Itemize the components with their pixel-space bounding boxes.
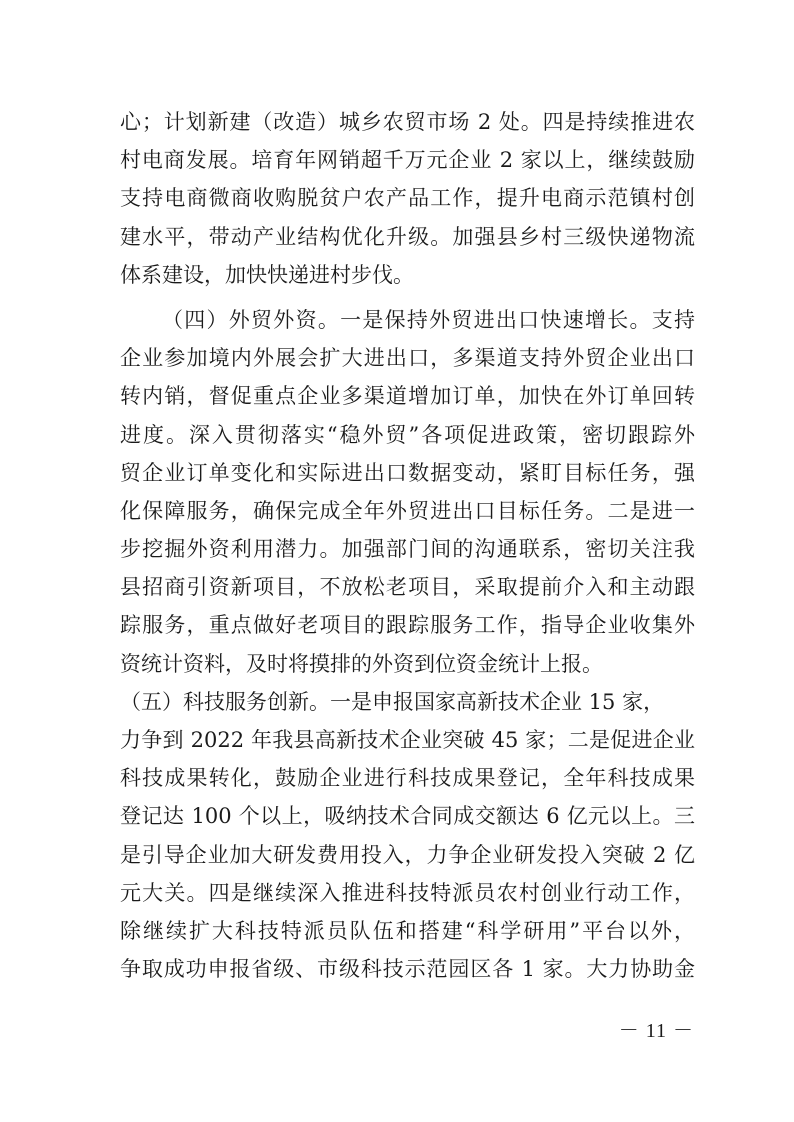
text-line: 体系建设，加快快递进村步伐。 [120, 262, 414, 287]
text-line: 贸企业订单变化和实际进出口数据变动，紧盯目标任务，强 [120, 460, 695, 485]
text-line: 企业参加境内外展会扩大进出口，多渠道支持外贸企业出口 [120, 346, 695, 371]
text-line: 进度。深入贯彻落实“稳外贸”各项促进政策，密切跟踪外 [120, 422, 695, 447]
text-line: 争取成功申报省级、市级科技示范园区各 1 家。大力协助金 [120, 957, 695, 982]
text-line: 步挖掘外资利用潜力。加强部门间的沟通联系，密切关注我 [120, 537, 695, 562]
text-line: 踪服务，重点做好老项目的跟踪服务工作，指导企业收集外 [120, 613, 695, 638]
text-line: 是引导企业加大研发费用投入，力争企业研发投入突破 2 亿 [120, 842, 695, 867]
text-line: 建水平，带动产业结构优化升级。加强县乡村三级快递物流 [120, 224, 695, 249]
text-line: 支持电商微商收购脱贫户农产品工作，提升电商示范镇村创 [120, 186, 695, 211]
text-line: 元大关。四是继续深入推进科技特派员农村创业行动工作， [120, 880, 695, 905]
page-number: － 11 － [618, 1020, 694, 1042]
text-line: 心；计划新建（改造）城乡农贸市场 2 处。四是持续推进农 [120, 110, 695, 134]
text-line: 除继续扩大科技特派员队伍和搭建“科学研用”平台以外， [120, 918, 695, 943]
text-line: 登记达 100 个以上，吸纳技术合同成交额达 6 亿元以上。三 [120, 804, 695, 829]
text-line: 转内销，督促重点企业多渠道增加订单，加快在外订单回转 [120, 384, 695, 409]
text-line: 资统计资料，及时将摸排的外资到位资金统计上报。 [120, 651, 603, 676]
section-heading-line: （四）外贸外资。一是保持外贸进出口快速增长。支持 [162, 307, 695, 332]
body-text [120, 103, 695, 988]
section-heading-line: （五）科技服务创新。一是申报国家高新技术企业 15 家， [120, 689, 665, 714]
text-line: 村电商发展。培育年网销超千万元企业 2 家以上，继续鼓励 [120, 148, 695, 173]
text-line: 力争到 2022 年我县高新技术企业突破 45 家；二是促进企业 [120, 728, 695, 752]
text-line: 县招商引资新项目，不放松老项目，采取提前介入和主动跟 [120, 575, 695, 600]
text-line: 科技成果转化，鼓励企业进行科技成果登记，全年科技成果 [120, 766, 695, 791]
text-line: 化保障服务，确保完成全年外贸进出口目标任务。二是进一 [120, 498, 695, 523]
